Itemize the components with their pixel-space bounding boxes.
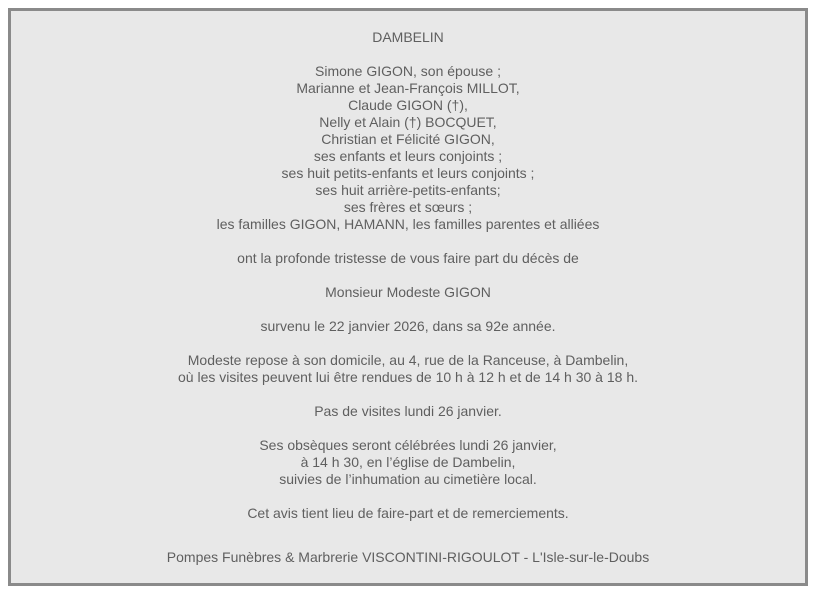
deceased-name: Monsieur Modeste GIGON xyxy=(325,284,491,300)
family-line: Claude GIGON (†), xyxy=(348,97,468,113)
family-line: Simone GIGON, son épouse ; xyxy=(315,63,501,79)
notice-text: Cet avis tient lieu de faire-part et de remerciements. xyxy=(247,505,569,521)
family-line: les familles GIGON, HAMANN, les familles parentes et alliées xyxy=(216,216,600,232)
funeral-line: Ses obsèques seront célébrées lundi 26 janvier, xyxy=(259,437,557,453)
rest-line: où les visites peuvent lui être rendues de 10 h à 12 h et de 14 h 30 à 18 h. xyxy=(178,369,638,385)
funeral-home-text: Pompes Funèbres & Marbrerie VISCONTINI-RIGOULOT - L'Isle-sur-le-Doubs xyxy=(166,549,650,565)
family-line: ses huit petits-enfants et leurs conjoints ; xyxy=(281,165,535,181)
family-line: ses huit arrière-petits-enfants; xyxy=(315,182,501,198)
obituary-frame xyxy=(8,8,808,586)
family-line: ses frères et sœurs ; xyxy=(343,199,473,215)
family-line: Nelly et Alain (†) BOCQUET, xyxy=(319,114,497,130)
family-line: ses enfants et leurs conjoints ; xyxy=(313,148,503,164)
family-line: Marianne et Jean-François MILLOT, xyxy=(296,80,520,96)
announcement-text: ont la profonde tristesse de vous faire part du décès de xyxy=(237,250,579,266)
no-visits-text: Pas de visites lundi 26 janvier. xyxy=(314,403,502,419)
town-heading: DAMBELIN xyxy=(372,29,444,45)
obituary-text xyxy=(11,29,805,566)
funeral-line: suivies de l’inhumation au cimetière local. xyxy=(279,471,537,487)
rest-line: Modeste repose à son domicile, au 4, rue de la Ranceuse, à Dambelin, xyxy=(187,352,629,368)
death-info: survenu le 22 janvier 2026, dans sa 92e année. xyxy=(260,318,556,334)
funeral-line: à 14 h 30, en l’église de Dambelin, xyxy=(300,454,516,470)
family-line: Christian et Félicité GIGON, xyxy=(321,131,495,147)
